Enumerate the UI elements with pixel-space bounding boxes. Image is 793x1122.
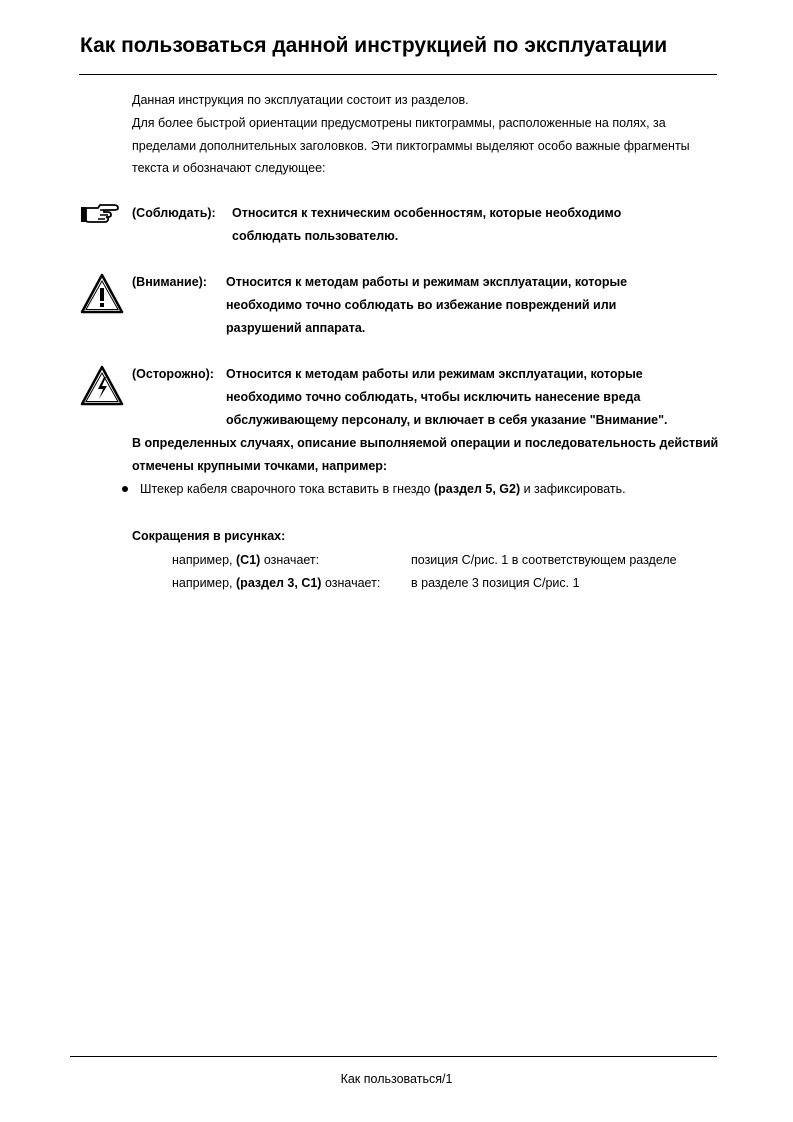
note-text-attention: Относится к методам работы и режимам эксплуатации, которые необходимо точно соблюдать во избежание повреждений или разрушений аппарата. bbox=[226, 275, 628, 335]
abbreviation-suffix: означает: bbox=[324, 576, 381, 590]
page-title: Как пользоваться данной инструкцией по эксплуатации bbox=[80, 34, 668, 57]
abbreviation-prefix: например, bbox=[172, 553, 233, 567]
bullet-text-bold: (раздел 5, G2) bbox=[433, 482, 521, 496]
abbreviation-code: (раздел 3, C1) bbox=[236, 576, 322, 590]
page-footer: Как пользоваться/1 bbox=[340, 1072, 453, 1086]
warning-exclamation-icon bbox=[80, 272, 124, 321]
abbreviations-heading: Сокращения в рисунках: bbox=[132, 529, 286, 543]
abbreviation-meaning: в разделе 3 позиция C/рис. 1 bbox=[411, 576, 580, 590]
intro-text bbox=[132, 89, 722, 180]
note-label-observe: (Соблюдать): bbox=[132, 206, 216, 220]
abbreviation-code: (C1) bbox=[236, 553, 261, 567]
note-text-caution: Относится к методам работы или режимам эксплуатации, которые необходимо точно соблюдать, чтобы исключить нанесение вреда обслуживающему персоналу, и включает в себя указание "Внимание". bbox=[226, 367, 668, 427]
high-voltage-warning-icon bbox=[80, 364, 124, 413]
title-divider bbox=[79, 74, 717, 75]
intro-paragraph-1: Данная инструкция по эксплуатации состоит из разделов. bbox=[132, 93, 469, 107]
bullet-explanation: В определенных случаях, описание выполняемой операции и последовательность действий отмечены крупными точками, например: bbox=[132, 436, 719, 473]
note-text-observe: Относится к техническим особенностям, которые необходимо соблюдать пользователю. bbox=[232, 206, 622, 243]
abbreviation-prefix: например, bbox=[172, 576, 233, 590]
bullet-icon bbox=[122, 486, 128, 492]
abbreviation-row bbox=[172, 576, 380, 590]
note-label-caution: (Осторожно): bbox=[132, 367, 214, 381]
footer-divider bbox=[70, 1056, 717, 1057]
intro-paragraph-2: Для более быстрой ориентации предусмотрены пиктограммы, расположенные на полях, за пределами дополнительных заголовков. Эти пиктограммы выделяют особо важные фрагменты текста и обозначают следующее: bbox=[132, 115, 690, 176]
bullet-text-after: и зафиксировать. bbox=[523, 482, 626, 496]
abbreviation-suffix: означает: bbox=[263, 553, 320, 567]
bullet-item bbox=[122, 482, 626, 496]
abbreviation-meaning: позиция C/рис. 1 в соответствующем разделе bbox=[411, 553, 677, 567]
bullet-text-before: Штекер кабеля сварочного тока вставить в гнездо bbox=[140, 482, 431, 496]
note-label-attention: (Внимание): bbox=[132, 275, 207, 289]
pointing-hand-icon bbox=[80, 202, 120, 233]
abbreviation-row bbox=[172, 553, 319, 567]
